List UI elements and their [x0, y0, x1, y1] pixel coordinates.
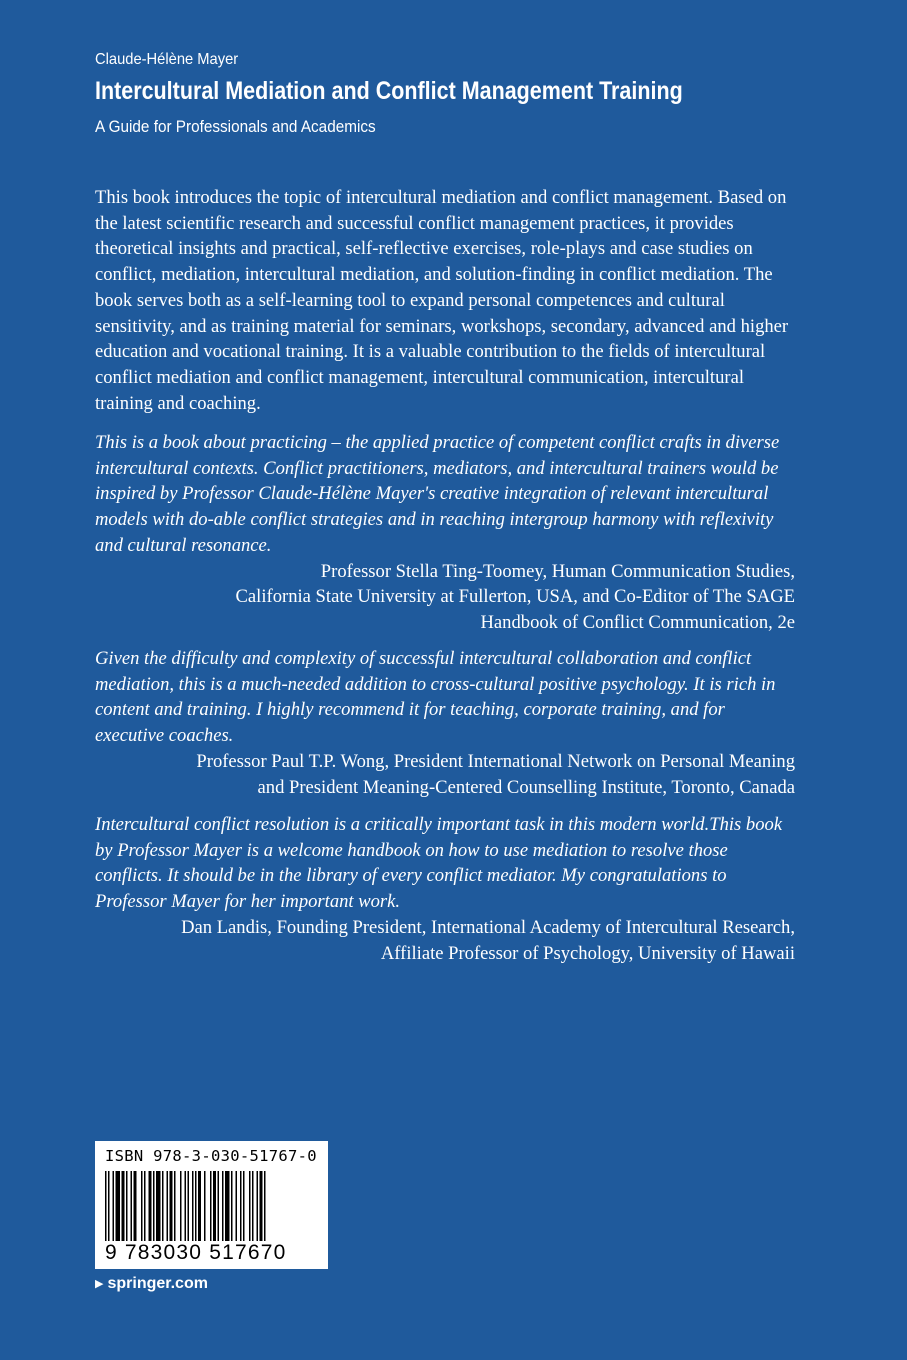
barcode-bar: [185, 1171, 187, 1241]
barcode-bar: [144, 1171, 146, 1241]
endorsement-quote: Given the difficulty and complexity of successful intercultural collaboration and conflict mediation, this is a much-needed addition to cross-cultural positive psychology. It is rich in content and training. I highly recommend it for teaching, corporate training, and for executive coaches.: [95, 648, 776, 747]
endorsement-attribution-line: California State University at Fullerton, USA, and Co-Editor of The SAGE: [235, 586, 795, 608]
endorsement-2: [95, 646, 795, 800]
barcode-bar: [170, 1171, 173, 1241]
endorsement-3: [95, 812, 795, 966]
barcode-bar: [192, 1171, 194, 1241]
endorsement-attribution-line: Dan Landis, Founding President, International Academy of Intercultural Research,: [181, 916, 795, 938]
barcode-bar: [204, 1171, 206, 1241]
endorsement-quote: Intercultural conflict resolution is a critically important task in this modern world.This book by Professor Mayer is a welcome handbook on how to use mediation to resolve those conflicts. It should be in the library of every conflict mediator. My congratulations to Professor Mayer for her important work.: [95, 814, 783, 913]
barcode-bar: [222, 1171, 224, 1241]
endorsement-1: [95, 430, 795, 636]
barcode-bar: [243, 1171, 245, 1241]
barcode-bar: [174, 1171, 176, 1241]
barcode-bars: [105, 1171, 318, 1241]
barcode-bar: [210, 1171, 212, 1241]
barcode-bar: [218, 1171, 220, 1241]
barcode-digits: 9 783030 517670: [105, 1241, 287, 1264]
barcode-bar: [149, 1171, 152, 1241]
barcode-bar: [195, 1171, 197, 1241]
barcode-bar: [116, 1171, 121, 1241]
barcode-bar: [113, 1171, 115, 1241]
barcode-bar: [252, 1171, 254, 1241]
endorsement-quote: This is a book about practicing – the applied practice of competent conflict crafts in diverse intercultural contexts. Conflict practitioners, mediators, and intercultural trainers would be inspired by Professor Claude-Hélène Mayer's creative integration of relevant intercultural models with do-able conflict strategies and in reaching intergroup harmony with reflexivity and cultural resonance.: [95, 432, 780, 556]
barcode-bar: [108, 1171, 110, 1241]
barcode-bar: [131, 1171, 133, 1241]
barcode-bar: [188, 1171, 190, 1241]
book-description: This book introduces the topic of intercultural mediation and conflict management. Based on the latest scientific research and successful conflict management practices, it provides theoretical insights and practical, self-reflective exercises, role-plays and case studies on conflict, mediation, intercultural mediation, and solution-finding in conflict mediation. The book serves both as a self-learning tool to expand personal competences and cultural sensitivity, and as training material for seminars, workshops, secondary, advanced and higher education and vocational training. It is a valuable contribution to the fields of intercultural conflict mediation and conflict management, intercultural communication, intercultural training and coaching.: [95, 187, 789, 414]
barcode-bar: [180, 1171, 182, 1241]
book-subtitle: A Guide for Professionals and Academics: [95, 117, 376, 136]
publisher-link[interactable]: [95, 1275, 208, 1293]
barcode-bar: [126, 1171, 128, 1241]
barcode-bar: [231, 1171, 233, 1241]
book-title: Intercultural Mediation and Conflict Management Training: [95, 77, 683, 105]
barcode-bar: [260, 1171, 263, 1241]
barcode-bar: [240, 1171, 242, 1241]
triangle-right-icon: ▶: [95, 1278, 104, 1290]
barcode-bar: [156, 1171, 161, 1241]
barcode-bar: [153, 1171, 155, 1241]
endorsement-attribution-line: Professor Stella Ting-Toomey, Human Communication Studies,: [320, 560, 795, 582]
barcode-bar: [122, 1171, 125, 1241]
barcode-bar: [105, 1171, 107, 1241]
barcode-bar: [213, 1171, 216, 1241]
barcode-bar: [198, 1171, 201, 1241]
barcode-bar: [167, 1171, 169, 1241]
barcode-bar: [236, 1171, 238, 1241]
barcode-bar: [264, 1171, 266, 1241]
barcode-bar: [249, 1171, 251, 1241]
author-name: Claude-Hélène Mayer: [95, 51, 239, 68]
barcode-bar: [257, 1171, 259, 1241]
barcode-bar: [134, 1171, 137, 1241]
barcode-bar: [225, 1171, 230, 1241]
endorsement-attribution-line: Professor Paul T.P. Wong, President International Network on Personal Meaning: [196, 750, 795, 772]
endorsement-attribution-line: Affiliate Professor of Psychology, University of Hawaii: [380, 942, 795, 964]
barcode-bar: [141, 1171, 143, 1241]
isbn-label: ISBN 978-3-030-51767-0: [105, 1147, 317, 1165]
isbn-barcode: [95, 1141, 328, 1269]
barcode-bar: [162, 1171, 164, 1241]
publisher-url: springer.com: [107, 1275, 208, 1292]
endorsement-attribution-line: Handbook of Conflict Communication, 2e: [480, 611, 795, 633]
endorsement-attribution-line: and President Meaning-Centered Counselling Institute, Toronto, Canada: [257, 776, 795, 798]
